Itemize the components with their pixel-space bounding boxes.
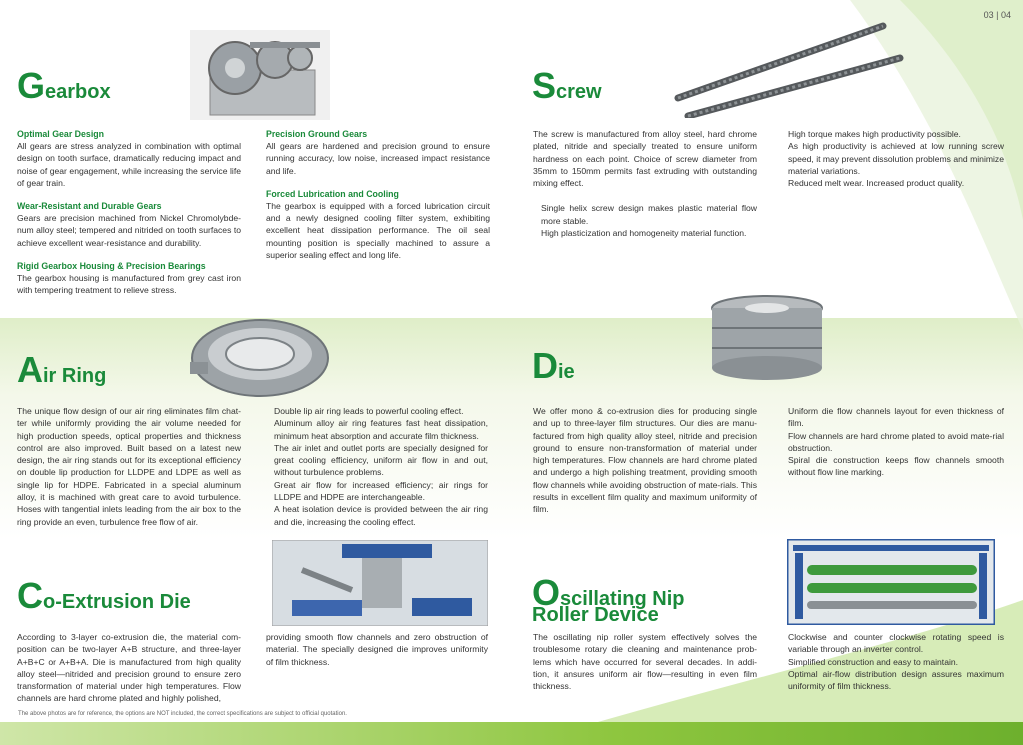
gearbox-body-4: All gears are hardened and precision ground to ensure running accuracy, low noise, increased impact resistance and life. <box>266 141 490 176</box>
air-ring-col2 <box>274 405 488 528</box>
screw-col2 <box>788 128 1004 189</box>
footnote: The above photos are for reference, the options are NOT included, the correct specifications are subject to official quotation. <box>18 711 347 717</box>
gearbox-title <box>17 65 111 106</box>
co-extrusion-title-rest: o-Extrusion Die <box>43 591 191 613</box>
air-ring-title-cap: A <box>17 349 43 390</box>
screw-text-3: High plasticization and homogeneity material function. <box>541 228 747 239</box>
gearbox-body-1: All gears are stress analyzed in combination with optimal design on tooth surface, dramatically reducing impact and noise of gear engagement, while increasing the service life of gear train. <box>17 141 241 188</box>
oscillating-col2 <box>788 631 1004 692</box>
die-col2 <box>788 405 1004 479</box>
gearbox-body-2: Gears are precision machined from Nickel Chromolybde-num alloy steel; tempered and nitrided on tooth surfaces to achieve excellent wear-resistance and durability. <box>17 213 241 248</box>
co-extrusion-photo <box>272 540 488 626</box>
co-extrusion-col1 <box>17 631 241 708</box>
air-ring-text-1: The unique flow design of our air ring eliminates film chat-ter while uniformly providing the air volume needed for high production speeds, optical properties and thickness control are also improved. Built based on a latest new design, the air ring stands out for its exceptional efficiency on double lip production for LLDPE and LDPE as well as single lip for HDPE. Fabricated in a special aluminum alloy, it is machined with great care to avoid turbulence. Hoses with tangential inlets leading from the air box to the ring provide an even, turbulence free flow of air. <box>17 406 241 527</box>
die-title <box>532 345 575 386</box>
co-extrusion-text-1: According to 3-layer co-extrusion die, the material com-position can be two-layer A+B structure, and three-layer A+B+C or A+B+A. Die is manufactured from high quality alloy steel—nitrided and precision ground to ensure zero transformation of material under high temperatures. Flow channels are hard chrome plated and highly polished, <box>17 632 241 704</box>
oscillating-text-4: Optimal air-flow distribution design assures maximum uniformity of film thickness. <box>788 668 1004 692</box>
screw-photo <box>668 18 908 118</box>
co-extrusion-text-2: providing smooth flow channels and zero obstruction of material. The specially designed die improves uniformity of film thickness. <box>266 632 488 667</box>
gearbox-title-rest: earbox <box>45 81 111 103</box>
screw-title-rest: crew <box>556 81 602 103</box>
air-ring-text-4: The air inlet and outlet ports are specially designed for great cooling efficiency, uniform air flow in and out, without turbulence problems. <box>274 442 488 478</box>
oscillating-title-rest1: scillating Nip <box>560 588 685 610</box>
screw-text-6: Reduced melt wear. Increased product quality. <box>788 178 965 189</box>
die-title-rest: ie <box>558 361 575 383</box>
gearbox-heading-2: Wear-Resistant and Durable Gears <box>17 201 162 212</box>
air-ring-title-rest: ir Ring <box>43 365 107 387</box>
gearbox-col2 <box>266 128 490 264</box>
gearbox-body-3: The gearbox housing is manufactured from grey cast iron with tempering treatment to relieve stress. <box>17 273 241 296</box>
gearbox-title-cap: G <box>17 65 46 106</box>
screw-text-2: Single helix screw design makes plastic material flow more stable. <box>541 203 757 226</box>
oscillating-text-2: Clockwise and counter clockwise rotating speed is variable through an inverter control. <box>788 632 1004 655</box>
oscillating-text-1: The oscillating nip roller system effectively solves the troublesome rotary die cleaning and maintenance prob-lems which have occurred for several decades. In addi-tion, it ansures uniform air flow—resulting in even film thickness. <box>533 632 757 692</box>
air-ring-text-3: Aluminum alloy air ring features fast heat dissipation, minimum heat absorption and accurate film thickness. <box>274 418 488 441</box>
die-text-2: Uniform die flow channels layout for even thickness of film. <box>788 406 1004 429</box>
screw-text-5: As high productivity is achieved at low running screw speed, it may prevent dissolution problems and minimize material variations. <box>788 141 1004 176</box>
gearbox-col1 <box>17 128 241 300</box>
screw-title-cap: S <box>532 65 557 106</box>
bottom-strip <box>0 722 1023 745</box>
co-extrusion-title <box>17 575 191 616</box>
air-ring-text-6: A heat isolation device is provided between the air ring and die, increasing the cooling effect. <box>274 504 488 527</box>
die-text-3: Flow channels are hard chrome plated to avoid mate-rial obstruction. <box>788 430 1004 453</box>
screw-title <box>532 65 602 106</box>
oscillating-title-cap: O <box>532 572 561 613</box>
screw-col1 <box>533 128 757 242</box>
air-ring-text-2: Double lip air ring leads to powerful cooling effect. <box>274 406 464 416</box>
gearbox-heading-1: Optimal Gear Design <box>17 129 105 139</box>
air-ring-photo <box>186 310 334 402</box>
oscillating-col1 <box>533 631 757 695</box>
screw-text-1: The screw is manufactured from alloy steel, hard chrome plated, nitride and specially treated to ensure uniform hardness on each point. Choice of screw diameter from 35mm to 150mm permits fast extruding with outstanding mixing effect. <box>533 129 757 189</box>
air-ring-col1 <box>17 405 241 531</box>
die-text-4: Spiral die construction keeps flow channels smooth without flow line marking. <box>788 455 1004 478</box>
air-ring-text-5: Great air flow for increased efficiency; air rings for LLDPE and HDPE are interchangeable. <box>274 479 488 503</box>
gearbox-heading-3: Rigid Gearbox Housing & Precision Bearings <box>17 261 206 272</box>
oscillating-photo <box>787 539 995 625</box>
air-ring-title <box>17 349 107 390</box>
screw-text-4: High torque makes high productivity possible. <box>788 129 961 139</box>
die-photo <box>706 292 828 384</box>
die-text-1: We offer mono & co-extrusion dies for producing single and up to three-layer film structures. Our dies are manu-factured from high quality alloy steel, nitride and precision ground to ensure non-transformation of material under high temperatures. Flow channels are hard chrome plated and undergo a high polishing treatment, providing smooth flow channels while avoiding obstruction of mate-rials. This results in excellent film quality and maximum uniformity of film. <box>533 406 757 515</box>
co-extrusion-col2 <box>266 631 488 671</box>
die-title-cap: D <box>532 345 558 386</box>
gearbox-heading-4: Precision Ground Gears <box>266 129 368 139</box>
oscillating-text-3: Simplified construction and easy to maintain. <box>788 656 959 667</box>
page-number: 03 | 04 <box>983 10 1011 20</box>
oscillating-title-line2: Roller Device <box>532 604 659 626</box>
co-extrusion-title-cap: C <box>17 575 43 616</box>
gearbox-body-5: The gearbox is equipped with a forced lubrication circuit and a newly designed cooling filter system, exhibiting excellent heat dissipation performance. The oil seal mounting position is specially machined to assure a superior sealing effect and long life. <box>266 200 490 261</box>
oscillating-title-line2-wrap <box>532 605 659 625</box>
gearbox-photo <box>190 30 330 120</box>
gearbox-heading-5: Forced Lubrication and Cooling <box>266 188 399 199</box>
die-col1 <box>533 405 757 519</box>
